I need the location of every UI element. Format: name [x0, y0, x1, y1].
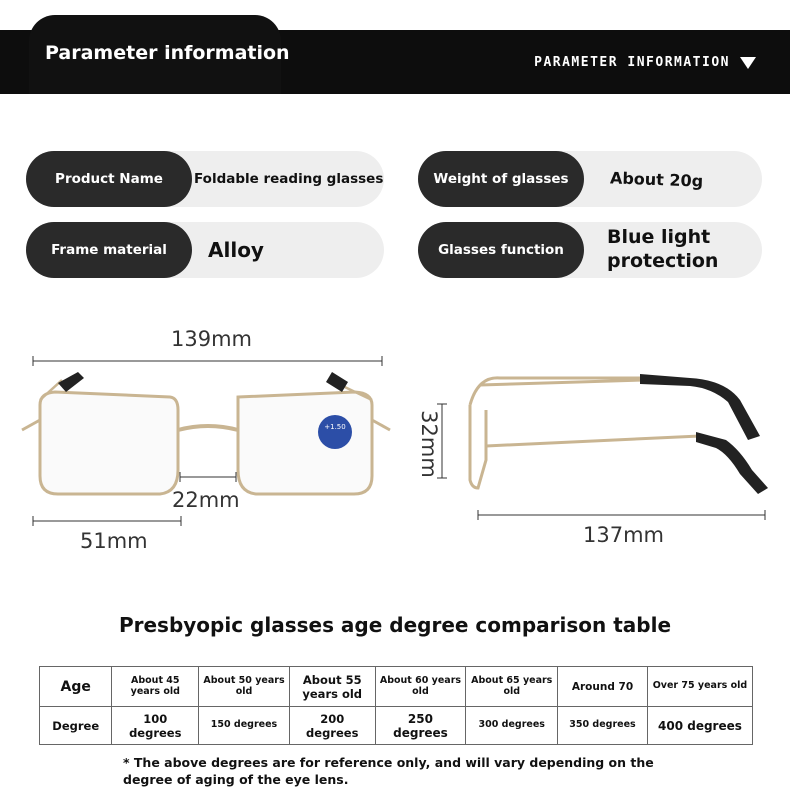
table-cell: About 50 years old	[199, 667, 290, 707]
param-label: Frame material	[26, 222, 192, 278]
table-cell: 350 degrees	[558, 707, 648, 745]
age-degree-table	[39, 666, 753, 745]
param-weight	[418, 151, 762, 207]
glasses-side-view	[470, 378, 700, 488]
param-product-name	[26, 151, 384, 207]
table-cell: 300 degrees	[466, 707, 558, 745]
table-cell: 200 degrees	[289, 707, 375, 745]
table-cell: 100 degrees	[112, 707, 199, 745]
function-line-1: Blue light	[607, 226, 711, 249]
table-cell: 150 degrees	[199, 707, 290, 745]
param-label: Product Name	[26, 151, 192, 207]
param-value	[607, 222, 718, 278]
header-title: Parameter information	[45, 42, 290, 64]
table-cell: About 65 years old	[466, 667, 558, 707]
triangle-down-icon	[740, 57, 756, 69]
param-label: Weight of glasses	[418, 151, 584, 207]
function-line-2: protection	[607, 250, 719, 272]
dim-total-width: 139mm	[171, 327, 252, 351]
param-glasses-function	[418, 222, 762, 278]
temple-tip-right	[326, 372, 348, 392]
table-row	[40, 667, 753, 707]
param-label: Glasses function	[418, 222, 584, 278]
table-cell: About 45 years old	[112, 667, 199, 707]
table-cell: Over 75 years old	[647, 667, 752, 707]
table-cell: About 60 years old	[375, 667, 466, 707]
dimension-line-22	[180, 472, 236, 482]
footnote: * The above degrees are for reference only, and will vary depending on the degree of aging of the eye lens.	[123, 755, 654, 787]
dim-lens-width: 51mm	[80, 529, 148, 553]
temple-tip-side-lower	[696, 432, 768, 494]
table-cell: 400 degrees	[647, 707, 752, 745]
table-cell: About 55 years old	[289, 667, 375, 707]
glasses-dimension-figure	[0, 320, 790, 560]
table-cell: 250 degrees	[375, 707, 466, 745]
temple-tip-left	[58, 372, 84, 392]
dim-temple-length: 137mm	[583, 523, 664, 547]
table-cell: Around 70	[558, 667, 648, 707]
dim-bridge: 22mm	[172, 488, 240, 512]
dimension-line-139	[33, 356, 382, 366]
temple-tip-side-upper	[640, 374, 760, 440]
param-value: Foldable reading glasses	[194, 171, 384, 187]
dimension-line-51	[33, 516, 181, 526]
row-header-age: Age	[40, 667, 112, 707]
param-value: Alloy	[208, 238, 264, 262]
header-right-label: PARAMETER INFORMATION	[534, 55, 730, 70]
table-title: Presbyopic glasses age degree comparison table	[118, 613, 672, 637]
lens-sticker	[318, 415, 352, 449]
dimension-line-137	[478, 510, 765, 520]
lens-sticker-text: +1.50	[324, 423, 346, 431]
param-value: About 20g	[609, 167, 704, 191]
table-row	[40, 707, 753, 745]
dim-height: 32mm	[416, 410, 441, 478]
param-frame-material	[26, 222, 384, 278]
row-header-degree: Degree	[40, 707, 112, 745]
header-right-title	[534, 55, 756, 70]
